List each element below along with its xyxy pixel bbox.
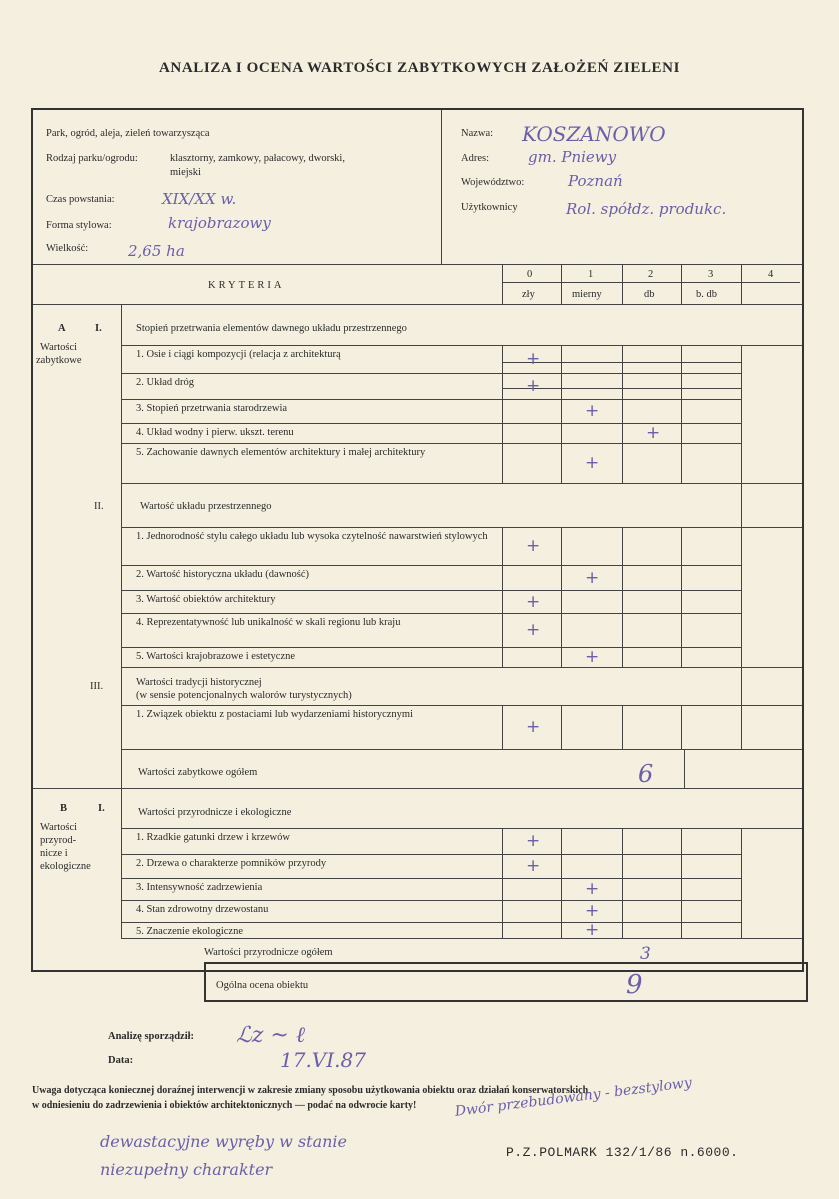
cell-line: [681, 423, 682, 443]
cell-line: [622, 399, 623, 423]
cell-line: [622, 900, 623, 922]
criterion-label: 1. Rzadkie gatunki drzew i krzewów: [136, 832, 290, 843]
row-line: [121, 613, 741, 614]
score-name-0: zły: [522, 289, 535, 300]
criteria-col-line: [561, 264, 562, 304]
row-line: [121, 878, 741, 879]
uzytkownicy-value: Rol. spółdz. produkc.: [566, 200, 727, 218]
cell-line: [561, 705, 562, 749]
score-num-3: 3: [708, 269, 714, 280]
nazwa-label: Nazwa:: [461, 128, 494, 139]
criteria-col-line: [741, 264, 742, 304]
criterion-label: 4. Układ wodny i pierw. ukszt. terenu: [136, 427, 294, 438]
criteria-col-line: [681, 264, 682, 304]
analiza-label: Analizę sporządził:: [108, 1031, 195, 1042]
section-b-divider: [121, 788, 122, 938]
score-mark: +: [585, 920, 600, 940]
section-b-title-line: [121, 828, 802, 829]
overall-value: 9: [626, 970, 643, 1000]
criterion-label: 5. Wartości krajobrazowe i estetyczne: [136, 651, 296, 662]
cell-line: [681, 613, 682, 647]
section-a-name: Wartości: [40, 342, 78, 353]
wojewodztwo-value: Poznań: [568, 172, 623, 190]
section-a-letter: A: [58, 323, 66, 334]
cell-line: [681, 565, 682, 590]
cell-line: [681, 647, 682, 667]
criterion-label: 1. Związek obiektu z postaciami lub wydarzeniami historycznymi: [136, 709, 413, 720]
cell-line: [622, 854, 623, 878]
forma-value: krajobrazowy: [168, 214, 271, 232]
cell-line: [622, 527, 623, 565]
section-b-letter: B: [60, 803, 68, 814]
cell-line: [502, 399, 503, 423]
section-a-group2-roman: II.: [94, 501, 104, 512]
cell-line: [681, 527, 682, 565]
cell-line: [502, 705, 503, 749]
adres-label: Adres:: [461, 153, 489, 164]
cell-line: [561, 590, 562, 613]
criterion-label: 2. Układ dróg: [136, 377, 195, 388]
cell-line: [622, 922, 623, 938]
note-left-1: dewastacyjne wyręby w stanie: [100, 1132, 348, 1151]
cell-line: [622, 613, 623, 647]
score-mark: +: [526, 536, 541, 556]
row-separator: [121, 705, 802, 706]
score-mark: +: [585, 879, 600, 899]
cell-line: [681, 878, 682, 900]
section-a-roman: I.: [95, 323, 102, 334]
cell-line: [622, 373, 623, 399]
cell-line: [741, 828, 742, 854]
cell-line: [681, 373, 682, 399]
score-mark: +: [526, 376, 541, 396]
section-b-name-3: nicze i: [40, 848, 68, 859]
section-b-name: Wartości: [40, 822, 78, 833]
score-mark: +: [526, 591, 541, 612]
cell-line: [502, 647, 503, 667]
cell-line: [561, 878, 562, 900]
score-mark: +: [585, 401, 600, 421]
cell-line: [502, 854, 503, 878]
score-num-0: 0: [527, 269, 533, 280]
section-b-title: Wartości przyrodnicze i ekologiczne: [138, 807, 292, 818]
cell-line: [561, 854, 562, 878]
group1-title: Stopień przetrwania elementów dawnego układu przestrzennego: [136, 323, 407, 334]
wielkosc-value: 2,65 ha: [128, 242, 185, 260]
section-b-roman: I.: [98, 803, 105, 814]
row-line: [121, 749, 741, 750]
score-mark: +: [526, 831, 541, 851]
cell-line: [561, 647, 562, 667]
score-name-2: db: [644, 289, 655, 300]
cell-line: [681, 399, 682, 423]
criterion-label: 3. Wartość obiektów architektury: [136, 594, 276, 605]
cell-line: [502, 613, 503, 647]
overall-label: Ogólna ocena obiektu: [216, 980, 309, 991]
criteria-subline: [502, 282, 800, 283]
cell-line: [622, 423, 623, 443]
score-mark: +: [646, 423, 661, 443]
score-mark: +: [585, 647, 600, 667]
rodzaj-options: klasztorny, zamkowy, pałacowy, dworski,: [170, 153, 345, 164]
forma-label: Forma stylowa:: [46, 220, 112, 231]
group3-title-2: (w sensie potencjonalnych walorów turystycznych): [136, 690, 352, 701]
cell-line: [502, 922, 503, 938]
row-line: [121, 922, 741, 923]
criterion-label: 1. Jednorodność stylu całego układu lub wysoka czytelność nawarstwień stylowych: [136, 531, 488, 542]
section-b-name-4: ekologiczne: [40, 861, 91, 872]
score-mark: +: [526, 620, 541, 640]
b-total-value: 3: [640, 944, 651, 964]
cell-line: [681, 590, 682, 613]
rodzaj-options-2: miejski: [170, 167, 201, 178]
cell-line: [681, 922, 682, 938]
criteria-col-line: [622, 264, 623, 304]
cell-line: [502, 878, 503, 900]
cell-line: [622, 443, 623, 483]
cell-line: [622, 705, 623, 749]
criterion-label: 1. Osie i ciągi kompozycji (relacja z architekturą: [136, 349, 341, 360]
header-bottom-line: [33, 264, 802, 265]
cell-line: [502, 900, 503, 922]
cell-line: [622, 345, 623, 373]
cell-line: [561, 565, 562, 590]
criterion-label: 5. Znaczenie ekologiczne: [136, 926, 243, 937]
section-a-group3-roman: III.: [90, 681, 104, 692]
group1-title-line: [121, 345, 802, 346]
print-code: P.Z.POLMARK 132/1/86 n.6000.: [506, 1145, 739, 1160]
a-total-value: 6: [638, 760, 654, 788]
section-a-name-2: zabytkowe: [36, 355, 82, 366]
cell-line: [622, 647, 623, 667]
cell-line: [561, 443, 562, 483]
analiza-signature: ℒz ~ ℓ: [236, 1023, 306, 1048]
section-a-bottom-line: [33, 788, 802, 789]
cell-line: [561, 399, 562, 423]
row-line: [121, 667, 741, 668]
row-line: [121, 647, 741, 648]
uzytkownicy-label: Użytkownicy: [461, 202, 518, 213]
row-separator: [121, 527, 802, 528]
cell-line: [561, 922, 562, 938]
cell-line: [741, 900, 742, 922]
section-a-divider: [121, 304, 122, 788]
b-total-label: Wartości przyrodnicze ogółem: [204, 947, 333, 958]
criteria-col-line: [502, 264, 503, 304]
uwaga-line-1: Uwaga dotycząca koniecznej doraźnej interwencji w zakresie zmiany sposobu użytkowania obiektu oraz działań konserwatorskich: [32, 1085, 589, 1096]
cell-line: [561, 613, 562, 647]
cell-line: [741, 854, 742, 878]
cell-line: [681, 854, 682, 878]
row-line: [121, 900, 741, 901]
cell-line: [622, 565, 623, 590]
a-total-label: Wartości zabytkowe ogółem: [138, 767, 258, 778]
wielkosc-label: Wielkość:: [46, 243, 89, 254]
score-mark: +: [526, 717, 541, 737]
rodzaj-label: Rodzaj parku/ogrodu:: [46, 153, 138, 164]
criterion-label: 3. Intensywność zadrzewienia: [136, 882, 263, 893]
cell-line: [502, 590, 503, 613]
czas-value: XIX/XX w.: [162, 190, 237, 208]
cell-line: [681, 443, 682, 483]
score-mark: +: [585, 567, 600, 588]
score-name-3: b. db: [696, 289, 717, 300]
score-num-4: 4: [768, 269, 774, 280]
cell-line: [561, 527, 562, 565]
cell-line: [502, 373, 503, 399]
cell-line: [681, 828, 682, 854]
header-divider: [441, 110, 442, 264]
score-mark: +: [585, 901, 600, 921]
group3-title: Wartości tradycji historycznej: [136, 677, 262, 688]
criterion-label: 2. Wartość historyczna układu (dawność): [136, 569, 310, 580]
grid-right-line: [741, 345, 742, 749]
score-mark: +: [526, 856, 541, 876]
note-right: Dwór przebudowany - bezstylowy: [454, 1074, 693, 1120]
cell-line: [502, 345, 503, 373]
cell-line: [622, 878, 623, 900]
criterion-label: 2. Drzewa o charakterze pomników przyrody: [136, 858, 327, 869]
row-line: [121, 854, 741, 855]
criterion-label: 5. Zachowanie dawnych elementów architektury i małej architektury: [136, 447, 426, 458]
criterion-label: 4. Reprezentatywność lub unikalność w skali regionu lub kraju: [136, 617, 401, 628]
score-num-2: 2: [648, 269, 654, 280]
criterion-label: 4. Stan zdrowotny drzewostanu: [136, 904, 269, 915]
row-line: [121, 938, 741, 939]
kryteria-label: KRYTERIA: [208, 280, 285, 291]
cell-line: [681, 345, 682, 373]
cell-line: [561, 423, 562, 443]
row-line: [121, 590, 741, 591]
cell-line: [561, 828, 562, 854]
data-value: 17.VI.87: [280, 1048, 366, 1072]
cell-line: [741, 922, 742, 938]
cell-line: [622, 590, 623, 613]
cell-line: [622, 828, 623, 854]
note-left-2: niezupełny charakter: [100, 1160, 273, 1179]
cell-line: [502, 443, 503, 483]
adres-value: gm. Pniewy: [528, 148, 617, 166]
cell-line: [741, 878, 742, 900]
criterion-label: 3. Stopień przetrwania starodrzewia: [136, 403, 288, 414]
cell-line: [561, 373, 562, 399]
score-name-1: mierny: [572, 289, 602, 300]
row-line: [121, 483, 741, 484]
score-num-1: 1: [588, 269, 594, 280]
cell-line: [561, 900, 562, 922]
cell-line: [502, 828, 503, 854]
cell-line: [502, 423, 503, 443]
criteria-bottom-line: [33, 304, 802, 305]
park-label: Park, ogród, aleja, zieleń towarzysząca: [46, 128, 210, 139]
row-line: [121, 565, 741, 566]
a-total-divider: [684, 749, 685, 788]
score-mark: +: [526, 349, 541, 369]
row-line: [121, 373, 741, 374]
cell-line: [502, 565, 503, 590]
cell-line: [561, 345, 562, 373]
cell-line: [681, 705, 682, 749]
section-b-name-2: przyrod-: [40, 835, 77, 846]
uwaga-line-2: w odniesieniu do zadrzewienia i obiektów architektonicznych — podać na odwrocie karty!: [32, 1100, 417, 1111]
cell-line: [502, 527, 503, 565]
row-line: [121, 399, 741, 400]
data-label: Data:: [108, 1055, 134, 1066]
score-mark: +: [585, 453, 600, 473]
cell-line: [681, 900, 682, 922]
wojewodztwo-label: Województwo:: [461, 177, 525, 188]
row-line: [121, 443, 741, 444]
czas-label: Czas powstania:: [46, 194, 115, 205]
group2-title: Wartość układu przestrzennego: [140, 501, 272, 512]
form-title: ANALIZA I OCENA WARTOŚCI ZABYTKOWYCH ZAŁOŻEŃ ZIELENI: [158, 60, 681, 76]
nazwa-value: KOSZANOWO: [522, 122, 666, 146]
